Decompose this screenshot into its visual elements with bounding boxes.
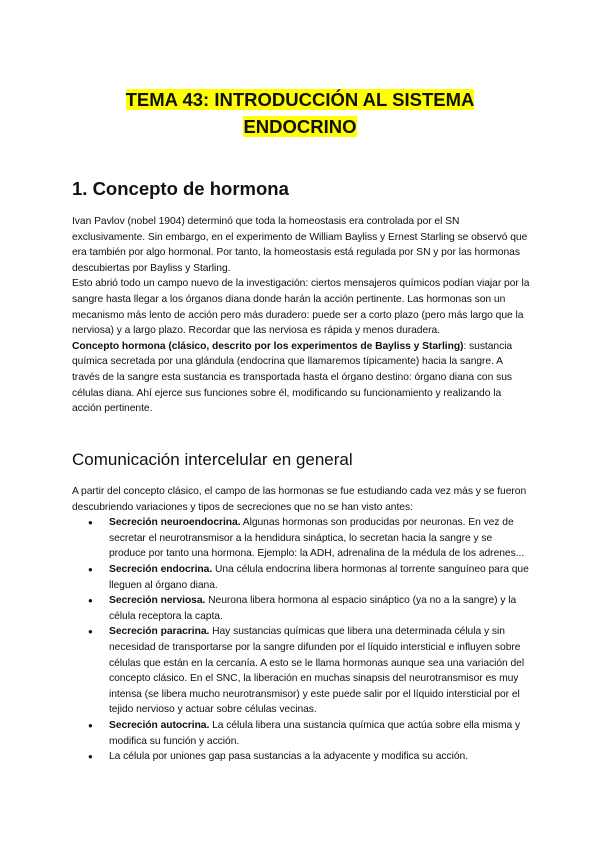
list-item-text: Neurona libera hormona al espacio sináptico (ya no a la sangre) y la célula receptora la capta. — [109, 595, 517, 622]
definition-text: : sustancia química secretada por una glándula (endocrina que llamaremos típicamente) hacia la sangre. A través de la sangre esta sustancia es transportada hasta el órgano destino: órgano diana con sus células diana. Ahí ejerce sus funciones sobre él, modificando su funcionamiento y realizando la acción pertinente. — [72, 340, 513, 415]
definition-term: Concepto hormona (clásico, descrito por los experimentos de Bayliss y Starling) — [72, 340, 464, 352]
paragraph-pavlov: Ivan Pavlov (nobel 1904) determinó que toda la homeostasis era controlada por el SN exclusivamente. Sin embargo, en el experimento de William Bayliss y Ernest Starling se observó que era también por algo hormonal. Por tanto, la homeostasis está regulada por SN y por las hormonas descubiertas por Bayliss y Starling. — [72, 216, 528, 274]
paragraph-mensajeros: Esto abrió todo un campo nuevo de la investigación: ciertos mensajeros químicos podían viajar por la sangre hasta llegar a los órganos diana donde harán la acción pertinente. Las hormonas son un mecanismo más lento de acción pero más duradero: puede ser a corto plazo (pero más largo que la nerviosa) y a largo plazo. Recordar que las nerviosa es rápida y menos duradera. — [72, 278, 530, 337]
list-item — [72, 593, 530, 624]
list-item-text: La célula por uniones gap pasa sustancias a la adyacente y modifica su acción. — [109, 751, 469, 763]
list-item-text: La célula libera una sustancia química que actúa sobre ella misma y modifica su función y acción. — [109, 719, 521, 747]
title-line-1: TEMA 43: INTRODUCCIÓN AL SISTEMA — [125, 89, 475, 110]
list-item-term: Secreción endocrina. — [109, 563, 213, 575]
list-item-text: Una célula endocrina libera hormonas al torrente sanguíneo para que lleguen al órgano diana. — [109, 563, 529, 591]
list-item — [72, 562, 530, 593]
document-title — [60, 86, 540, 140]
list-item — [72, 718, 530, 749]
list-item-text: Hay sustancias químicas que libera una determinada célula y sin necesidad de transportarse por la sangre difunden por el líquido intersticial e influyen sobre células que están en la cercanía. A esto se le llama hormonas aunque sea una variación del concepto clásico. En el SNC, la liberación en muchas sinapsis del neurotransmisor es muy intensa (se libera mucho neurotransmisor) y este puede salir por el líquido intersticial por el tejido nervioso y actuar sobre células vecinas. — [109, 626, 525, 716]
section-body-concepto — [72, 214, 530, 417]
section-heading-comunicacion: Comunicación intercelular en general — [72, 450, 353, 469]
secretion-list — [72, 515, 530, 765]
section-heading-concepto: 1. Concepto de hormona — [72, 178, 289, 199]
list-item-text: Algunas hormonas son producidas por neuronas. En vez de secretar el neurotransmisor a la hendidura sináptica, lo secretan hacia la sangre y se produce por tanto una hormona. Ejemplo: la ADH, adrenalina de la médula de los adrenes... — [109, 517, 525, 560]
paragraph-definicion — [72, 339, 530, 417]
list-item-term: Secreción neuroendocrina. — [109, 517, 241, 529]
list-item-term: Secreción autocrina. — [109, 719, 210, 731]
list-item-term: Secreción nerviosa. — [109, 595, 206, 607]
list-item — [72, 749, 530, 765]
title-line-2: ENDOCRINO — [243, 116, 357, 137]
list-item-term: Secreción paracrina. — [109, 626, 210, 638]
list-item — [72, 515, 530, 562]
section-body-comunicacion — [72, 484, 530, 765]
list-item — [72, 624, 530, 718]
paragraph-intro: A partir del concepto clásico, el campo de las hormonas se fue estudiando cada vez más y se fueron descubriendo variaciones y tipos de secreciones que no se han visto antes: — [72, 486, 527, 513]
